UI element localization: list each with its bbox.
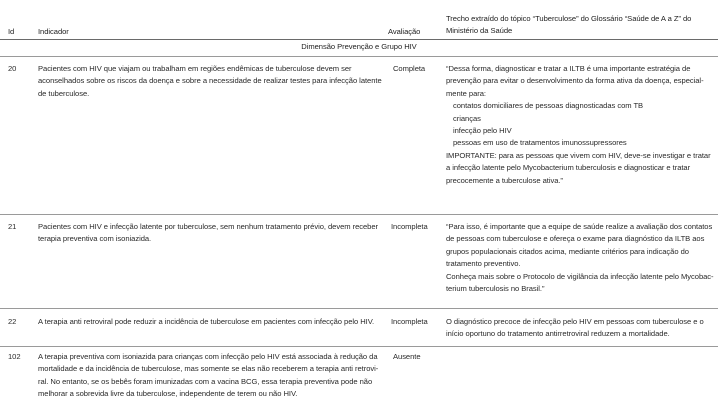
group-title: Dimensão Prevenção e Grupo HIV bbox=[301, 42, 417, 51]
indicator-line: aconselhados sobre os riscos da doença e sobre a necessidade de realizar testes para infecção latente bbox=[38, 76, 382, 86]
row-evaluation: Incompleta bbox=[391, 222, 428, 231]
excerpt-list-item: contatos domiciliares de pessoas diagnosticadas com TB bbox=[453, 101, 644, 111]
row-indicator bbox=[38, 316, 374, 328]
row-evaluation: Incompleta bbox=[391, 317, 428, 326]
header-excerpt bbox=[446, 13, 691, 38]
group-divider bbox=[0, 56, 718, 57]
excerpt-line: “Para isso, é importante que a equipe de saúde realize a avaliação dos contatos bbox=[446, 222, 713, 231]
header-excerpt-line: Trecho extraído do tópico “Tuberculose” do Glossário “Saúde de A a Z” do bbox=[446, 14, 692, 23]
row-excerpt bbox=[446, 316, 704, 341]
row-evaluation: Completa bbox=[393, 64, 426, 73]
row-indicator bbox=[38, 221, 378, 246]
row-divider bbox=[0, 308, 718, 309]
header-id: Id bbox=[8, 27, 15, 36]
indicator-line: Pacientes com HIV e infecção latente por tuberculose, sem nenhum tratamento prévio, devem receber bbox=[38, 222, 379, 231]
excerpt-list-item: crianças bbox=[453, 113, 481, 123]
excerpt-line: início oportuno do tratamento antirretroviral reduzem a mortalidade. bbox=[446, 329, 670, 339]
indicator-line: A terapia anti retroviral pode reduzir a incidência de tuberculose em pacientes com infecção pelo HIV. bbox=[38, 317, 375, 326]
excerpt-line: O diagnóstico precoce de infecção pelo HIV em pessoas com tuberculose e o bbox=[446, 317, 704, 326]
header-evaluation: Avaliação bbox=[388, 27, 421, 36]
excerpt-line: terium tuberculosis no Brasil.” bbox=[446, 284, 545, 294]
excerpt-line: grupos populacionais citados acima, mediante critérios para indicação do bbox=[446, 246, 689, 256]
excerpt-line: prevenção para evitar o desenvolvimento da forma ativa da doença, especial- bbox=[446, 76, 704, 86]
excerpt-line: de pessoas com tuberculose e ofereça o exame para diagnóstico da ILTB aos bbox=[446, 234, 705, 244]
indicator-line: Pacientes com HIV que viajam ou trabalham em regiões endêmicas de tuberculose devem ser bbox=[38, 64, 352, 73]
excerpt-line: a infecção latente pelo Mycobacterium tuberculosis e diagnosticar e tratar bbox=[446, 163, 691, 173]
row-divider bbox=[0, 214, 718, 215]
row-id: 102 bbox=[8, 352, 21, 361]
row-indicator bbox=[38, 63, 382, 100]
indicator-line: de tuberculose. bbox=[38, 88, 90, 98]
header-excerpt-line: Ministério da Saúde bbox=[446, 26, 513, 36]
indicator-line: melhorar a sobrevida livre da tuberculose, independente de terem ou não HIV. bbox=[38, 389, 298, 399]
indicator-line: ral. No entanto, se os bebês foram imunizadas com a vacina BCG, essa terapia preventiva pode não bbox=[38, 376, 373, 386]
excerpt-line: “Dessa forma, diagnosticar e tratar a ILTB é uma importante estratégia de bbox=[446, 64, 691, 73]
indicator-line: mortalidade e da incidência de tuberculose, mas somente se elas não receberem a terapia anti retrovi- bbox=[38, 364, 379, 374]
indicator-line: terapia preventiva com isoniazida. bbox=[38, 234, 152, 244]
excerpt-list-item: infecção pelo HIV bbox=[453, 126, 512, 136]
excerpt-line: precocemente a tuberculose ativa.” bbox=[446, 175, 563, 185]
excerpt-line: IMPORTANTE: para as pessoas que vivem com HIV, deve-se investigar e tratar bbox=[446, 150, 711, 160]
excerpt-line: Conheça mais sobre o Protocolo de vigilância da infecção latente pelo Mycobac- bbox=[446, 271, 714, 281]
header-indicator: Indicador bbox=[38, 27, 69, 36]
row-id: 22 bbox=[8, 317, 17, 326]
row-indicator bbox=[38, 351, 378, 401]
row-id: 20 bbox=[8, 64, 17, 73]
excerpt-line: tratamento preventivo. bbox=[446, 259, 521, 269]
row-divider bbox=[0, 346, 718, 347]
indicator-line: A terapia preventiva com isoniazida para crianças com infecção pelo HIV está associada à redução da bbox=[38, 352, 378, 361]
excerpt-list-item: pessoas em uso de tratamentos imunossupressores bbox=[453, 138, 627, 148]
excerpt-line: mente para: bbox=[446, 88, 486, 98]
row-id: 21 bbox=[8, 222, 17, 231]
row-evaluation: Ausente bbox=[393, 352, 421, 361]
row-excerpt bbox=[446, 221, 714, 295]
row-excerpt bbox=[446, 63, 711, 187]
header-divider bbox=[0, 39, 718, 40]
